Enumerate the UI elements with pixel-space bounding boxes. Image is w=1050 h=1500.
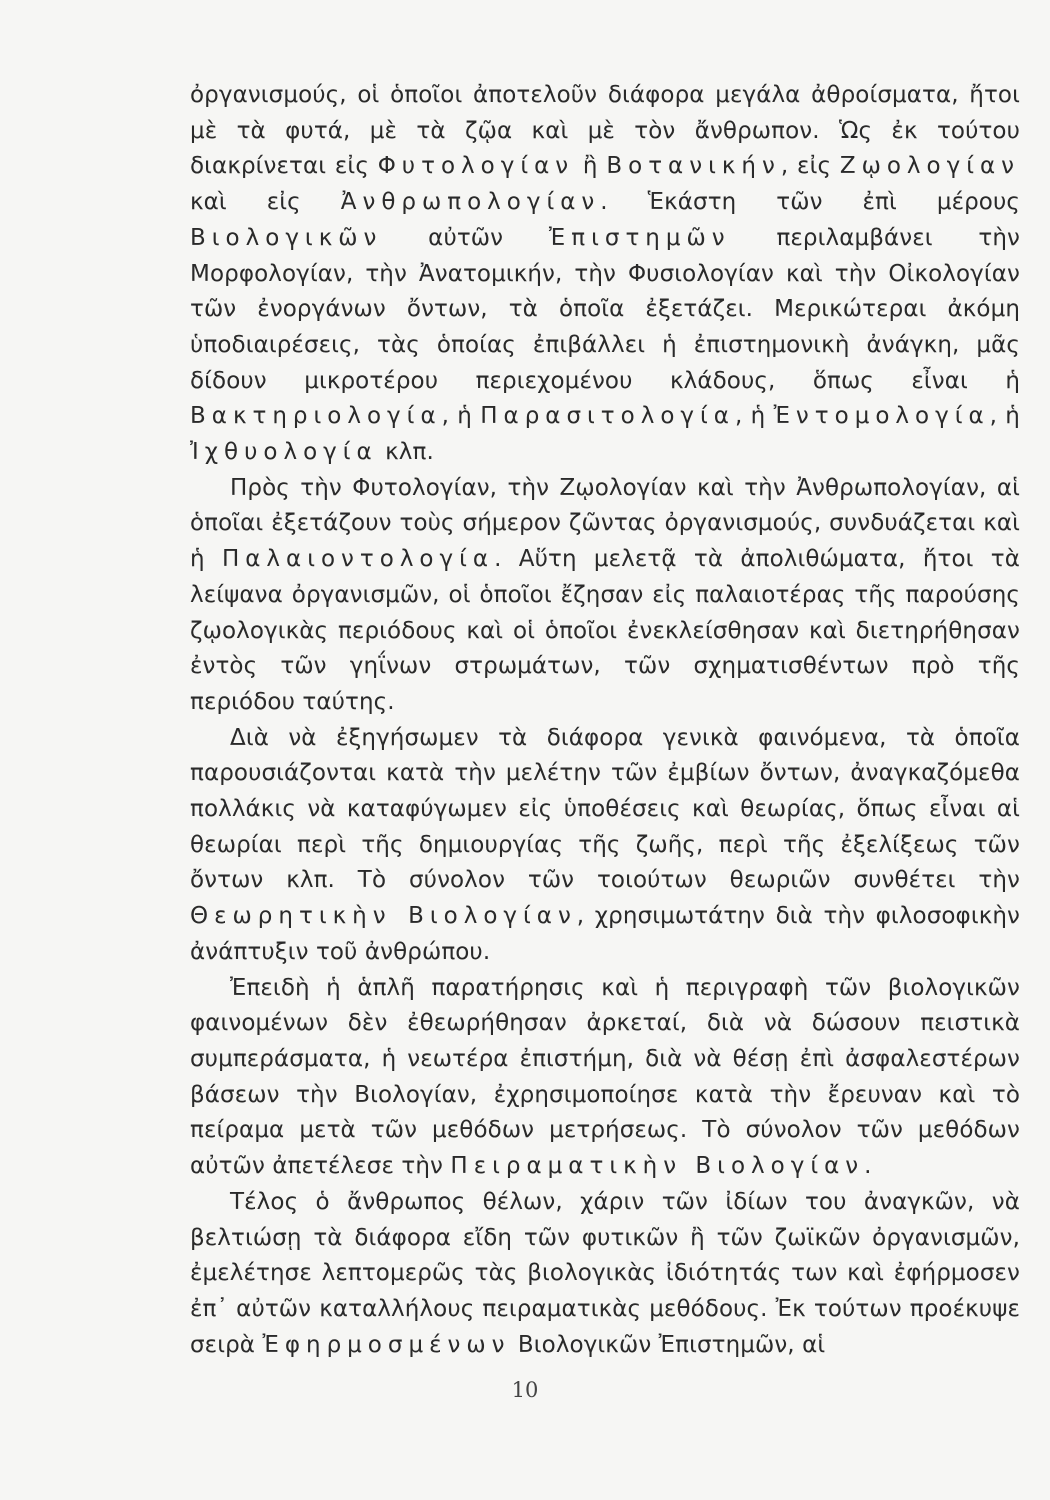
emphasized-term: Ζῳολογίαν (839, 153, 1021, 180)
text-run: , ἡ (734, 403, 774, 430)
paragraph (190, 721, 1020, 971)
text-run: Βιολογικῶν Ἐπιστημῶν, αἱ (510, 1331, 826, 1358)
text-run: ἢ (574, 153, 607, 180)
text-run: Πρὸς τὴν Φυτολογίαν, τὴν Ζῳολογίαν καὶ τὴν Ἀνθρωπολογίαν, αἱ ὁποῖαι ἐξετάζουν τοὺς σήμερον ζῶντας ὀργανισμούς, συνδυάζεται καὶ ἡ (190, 474, 1020, 573)
text-run: , ἡ (989, 403, 1020, 430)
emphasized-term: Ἐφηρμοσμένων (262, 1331, 511, 1358)
text-run: Διὰ νὰ ἐξηγήσωμεν τὰ διάφορα γενικὰ φαινόμενα, τὰ ὁποῖα παρουσιάζονται κατὰ τὴν μελέτην τῶν ἐμβίων ὄντων, ἀναγκαζόμεθα πολλάκις νὰ καταφύγωμεν εἰς ὑποθέσεις καὶ θεωρίας, ὅπως εἶναι αἱ θεωρίαι περὶ τῆς δημιουργίας τῆς ζωῆς, περὶ τῆς ἐξελίξεως τῶν ὄντων κλπ. Τὸ σύνολον τῶν τοιούτων θεωριῶν συνθέτει τὴν (190, 724, 1020, 894)
page-number: 10 (511, 1378, 539, 1402)
text-run: περιλαμβάνει τὴν Μορφολογίαν, τὴν Ἀνατομικήν, τὴν Φυσιολογίαν καὶ τὴν Οἰκολογίαν τῶν ἐνοργάνων ὄντων, τὰ ὁποῖα ἐξετάζει. Μερικώτεραι ἀκόμη ὑποδιαιρέσεις, τὰς ὁποίας ἐπιβάλλει ἡ ἐπιστημονικὴ ἀνάγκη, μᾶς δίδουν μικροτέρου περιεχομένου κλάδους, ὅπως εἶναι ἡ (190, 224, 1020, 394)
emphasized-term: Φυτολογίαν (377, 153, 575, 180)
paragraph (190, 78, 1020, 471)
text-run: Τέλος ὁ ἄνθρωπος θέλων, χάριν τῶν ἰδίων του ἀναγκῶν, νὰ βελτιώσῃ τὰ διάφορα εἴδη τῶν φυτικῶν ἢ τῶν ζωϊκῶν ὀργανισμῶν, ἐμελέτησε λεπτομερῶς τὰς βιολογικὰς ἰδιότητάς των καὶ ἐφήρμοσεν ἐπ᾽ αὐτῶν καταλλήλους πειραματικὰς μεθόδους. Ἐκ τούτων προέκυψε σειρὰ (190, 1188, 1020, 1358)
emphasized-term: Ἐντομολογία (773, 403, 990, 430)
emphasized-term: Παλαιοντολογία (221, 546, 495, 573)
emphasized-term: Βοτανικήν (606, 153, 781, 180)
emphasized-term: Βιολογικῶν (190, 224, 383, 251)
emphasized-term: Βακτηριολογία (190, 403, 442, 430)
text-run: Ἐπειδὴ ἡ ἁπλῆ παρατήρησις καὶ ἡ περιγραφὴ τῶν βιολογικῶν φαινομένων δὲν ἐθεωρήθησαν ἀρκεταί, διὰ νὰ δώσουν πειστικὰ συμπεράσματα, ἡ νεωτέρα ἐπιστήμη, διὰ νὰ θέσῃ ἐπὶ ἀσφαλεστέρων βάσεων τὴν Βιολογίαν, ἐχρησιμοποίησε κατὰ τὴν ἔρευναν καὶ τὸ πείραμα μετὰ τῶν μεθόδων μετρήσεως. Τὸ σύνολον τῶν μεθόδων αὐτῶν ἀπετέλεσε τὴν (190, 974, 1020, 1180)
text-run: κλπ. (377, 439, 434, 466)
paragraph (190, 971, 1020, 1185)
text-run: , χρησιμωτάτην διὰ τὴν φιλοσοφικὴν ἀνάπτυξιν τοῦ ἀνθρώπου. (190, 903, 1020, 965)
paragraph (190, 471, 1020, 721)
text-run: . (864, 1153, 872, 1180)
emphasized-term: Πειραματικὴν Βιολογίαν (450, 1153, 865, 1180)
text-run: ὀργανισμούς, οἱ ὁποῖοι ἀποτελοῦν διάφορα μεγάλα ἀθροίσματα, ἤτοι μὲ τὰ φυτά, μὲ τὰ ζῷα καὶ μὲ τὸν ἄνθρωπον. Ὡς ἐκ τούτου διακρίνεται εἰς (190, 82, 1020, 180)
text-run: καὶ εἰς (190, 189, 341, 216)
text-run: . Αὕτη μελετᾷ τὰ ἀπολιθώματα, ἤτοι τὰ λείψανα ὀργανισμῶν, οἱ ὁποῖοι ἔζησαν εἰς παλαιοτέρας τῆς παρούσης ζῳολογικὰς περιόδους καὶ οἱ ὁποῖοι ἐνεκλείσθησαν καὶ διετηρήθησαν ἐντὸς τῶν γηΐνων στρωμάτων, τῶν σχηματισθέντων πρὸ τῆς περιόδου ταύτης. (190, 546, 1020, 715)
text-run: αὐτῶν (382, 224, 549, 251)
emphasized-term: Ἐπιστημῶν (548, 224, 731, 251)
paragraph (190, 1185, 1020, 1364)
text-run: , ἡ (441, 403, 481, 430)
text-run: . Ἑκάστη τῶν ἐπὶ μέρους (600, 189, 1020, 216)
text-run: , εἰς (780, 153, 840, 180)
body-text (190, 78, 1020, 1363)
emphasized-term: Θεωρητικὴν Βιολογίαν (190, 903, 577, 930)
emphasized-term: Παρασιτολογία (480, 403, 735, 430)
emphasized-term: Ἀνθρωπολογίαν (340, 189, 601, 216)
emphasized-term: Ἰχθυολογία (190, 439, 378, 466)
